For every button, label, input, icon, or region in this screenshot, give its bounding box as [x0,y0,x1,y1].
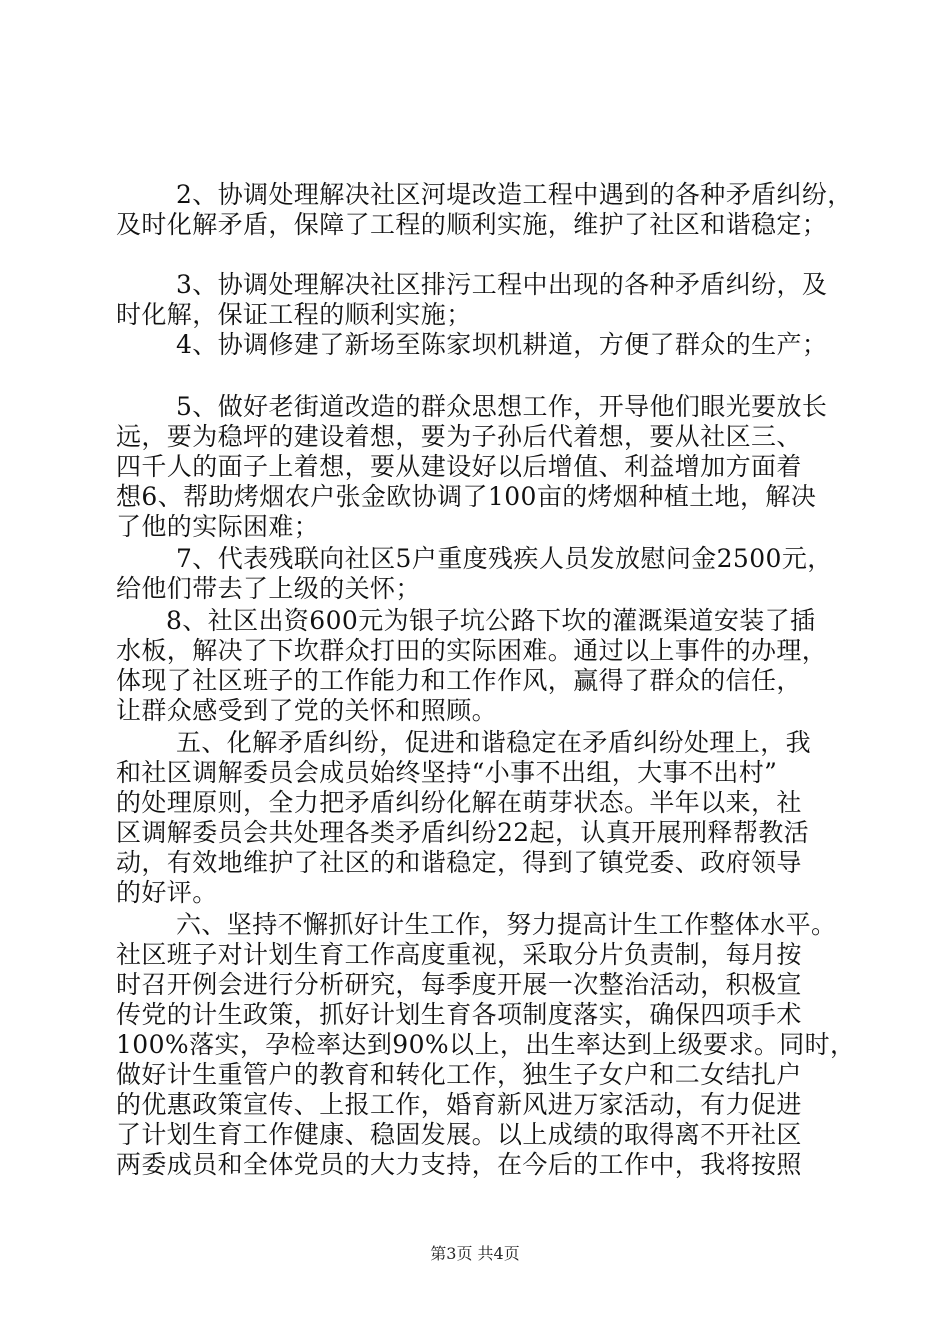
text-line-6: 5、做好老街道改造的群众思想工作，开导他们眼光要放长 [176,392,828,421]
text-line-11: 7、代表残联向社区5户重度残疾人员发放慰问金2500元， [176,544,833,573]
text-line-14: 水板，解决了下坎群众打田的实际困难。通过以上事件的办理， [116,636,828,665]
text-line-15: 体现了社区班子的工作能力和工作作风，赢得了群众的信任， [116,666,802,695]
text-line-31: 两委成员和全体党员的大力支持，在今后的工作中，我将按照 [116,1150,802,1179]
text-line-4: 时化解，保证工程的顺利实施； [116,300,472,329]
text-line-12: 给他们带去了上级的关怀； [116,574,421,603]
text-line-22: 的好评。 [116,878,218,907]
text-line-18: 和社区调解委员会成员始终坚持“小事不出组，大事不出村” [116,758,778,787]
text-line-26: 传党的计生政策，抓好计划生育各项制度落实，确保四项手术 [116,1000,802,1029]
text-line-29: 的优惠政策宣传、上报工作，婚育新风进万家活动，有力促进 [116,1090,802,1119]
text-line-28: 做好计生重管户的教育和转化工作，独生子女户和二女结扎户 [116,1060,802,1089]
text-line-16: 让群众感受到了党的关怀和照顾。 [116,696,498,725]
text-line-3: 3、协调处理解决社区排污工程中出现的各种矛盾纠纷，及 [176,270,828,299]
text-line-30: 了计划生育工作健康、稳固发展。以上成绩的取得离不开社区 [116,1120,802,1149]
text-line-27: 100%落实，孕检率达到90%以上，出生率达到上级要求。同时， [116,1030,856,1059]
text-line-23: 六、坚持不懈抓好计生工作，努力提高计生工作整体水平。 [176,910,837,939]
text-line-10: 了他的实际困难； [116,512,320,541]
text-line-19: 的处理原则，全力把矛盾纠纷化解在萌芽状态。半年以来，社 [116,788,802,817]
text-line-24: 社区班子对计划生育工作高度重视，采取分片负责制，每月按 [116,940,802,969]
text-line-20: 区调解委员会共处理各类矛盾纠纷22起，认真开展刑释帮教活 [116,818,810,847]
page-footer: 第3页 共4页 [430,1244,520,1263]
text-line-21: 动，有效地维护了社区的和谐稳定，得到了镇党委、政府领导 [116,848,802,877]
text-line-2: 及时化解矛盾，保障了工程的顺利实施，维护了社区和谐稳定； [116,210,828,239]
text-line-17: 五、化解矛盾纠纷，促进和谐稳定在矛盾纠纷处理上，我 [176,728,812,757]
text-line-7: 远，要为稳坪的建设着想，要为子孙后代着想，要从社区三、 [116,422,802,451]
text-line-8: 四千人的面子上着想，要从建设好以后增值、利益增加方面着 [116,452,802,481]
text-line-25: 时召开例会进行分析研究，每季度开展一次整治活动，积极宣 [116,970,802,999]
text-line-5: 4、协调修建了新场至陈家坝机耕道，方便了群众的生产； [176,330,828,359]
text-line-9: 想6、帮助烤烟农户张金欧协调了100亩的烤烟种植土地，解决 [116,482,817,511]
text-line-13: 8、社区出资600元为银子坑公路下坎的灌溉渠道安装了插 [166,606,816,635]
text-line-1: 2、协调处理解决社区河堤改造工程中遇到的各种矛盾纠纷， [176,180,853,209]
